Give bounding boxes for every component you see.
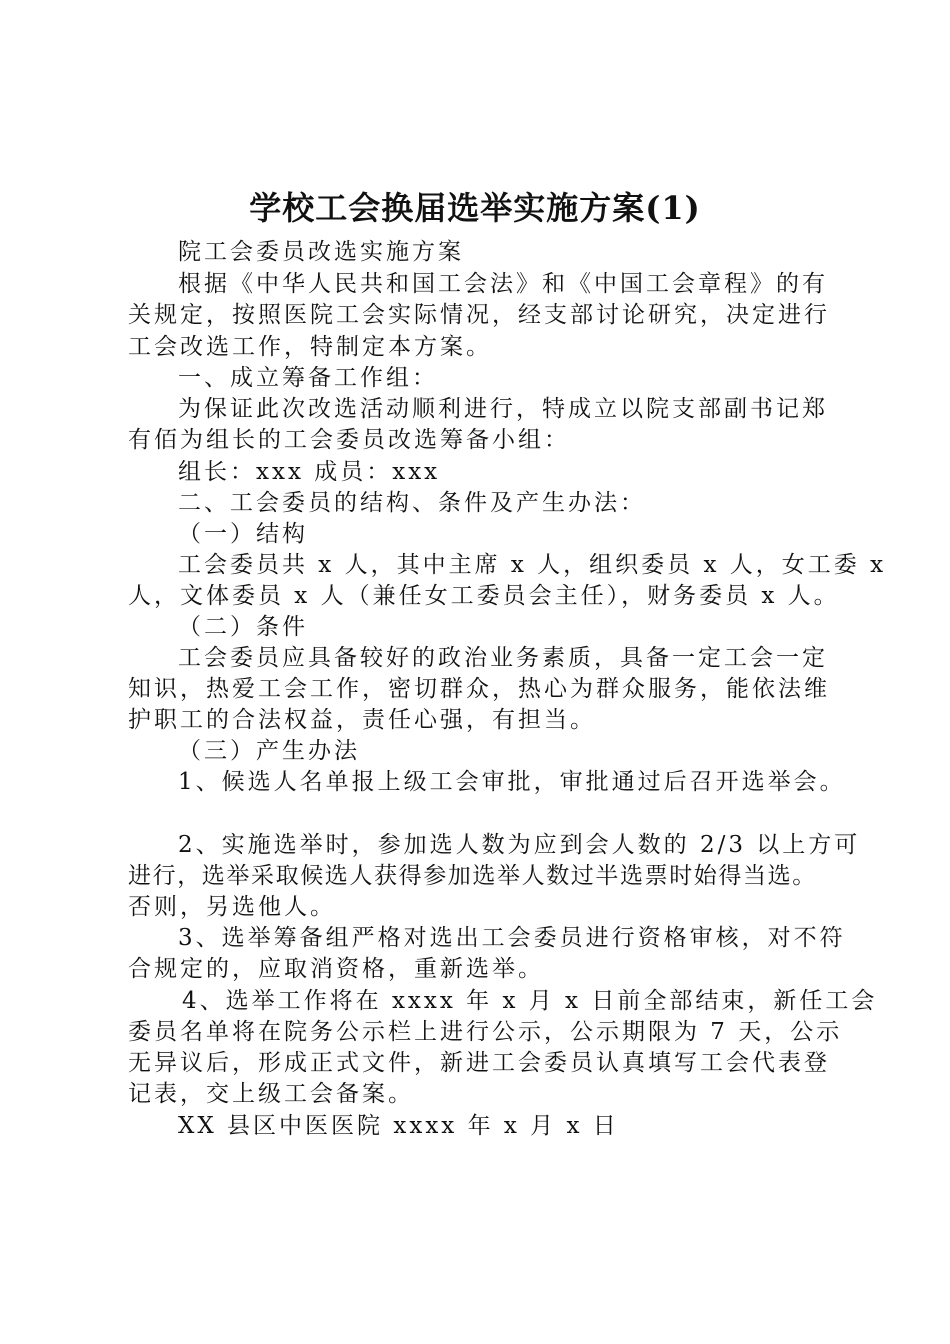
- text-line: 关规定，按照医院工会实际情况，经支部讨论研究，决定进行: [128, 302, 830, 328]
- text-line: 工会改选工作，特制定本方案。: [128, 334, 492, 360]
- subtitle-line: 院工会委员改选实施方案: [178, 239, 464, 265]
- section-heading: 二、工会委员的结构、条件及产生办法：: [178, 490, 646, 516]
- text-line: 根据《中华人民共和国工会法》和《中国工会章程》的有: [178, 271, 828, 297]
- text-line: 工会委员共 x 人，其中主席 x 人，组织委员 x 人，女工委 x: [178, 552, 887, 578]
- text-line: 1、候选人名单报上级工会审批，审批通过后召开选举会。: [178, 769, 846, 795]
- text-line: 无异议后，形成正式文件，新进工会委员认真填写工会代表登: [128, 1050, 830, 1076]
- text-line: 2、实施选举时，参加选人数为应到会人数的 2/3 以上方可: [178, 832, 861, 858]
- text-line: 合规定的，应取消资格，重新选举。: [128, 956, 544, 982]
- text-line: 委员名单将在院务公示栏上进行公示，公示期限为 7 天，公示: [128, 1019, 843, 1045]
- text-line: 进行，选举采取候选人获得参加选举人数过半选票时始得当选。: [128, 863, 817, 889]
- text-line: 4、选举工作将在 xxxx 年 x 月 x 日前全部结束，新任工会: [182, 988, 878, 1014]
- subsection-heading: （二）条件: [178, 614, 308, 640]
- signature-line: XX 县区中医医院 xxxx 年 x 月 x 日: [178, 1113, 619, 1139]
- subsection-heading: （三）产生办法: [178, 738, 360, 764]
- text-line: 工会委员应具备较好的政治业务素质，具备一定工会一定: [178, 645, 828, 671]
- section-heading: 一、成立筹备工作组：: [178, 365, 438, 391]
- text-line: 人，文体委员 x 人（兼任女工委员会主任），财务委员 x 人。: [128, 583, 840, 609]
- text-line: 组长：xxx 成员：xxx: [178, 459, 441, 485]
- text-line: 否则，另选他人。: [128, 894, 336, 920]
- text-line: 记表，交上级工会备案。: [128, 1081, 414, 1107]
- text-line: 为保证此次改选活动顺利进行，特成立以院支部副书记郑: [178, 396, 828, 422]
- text-line: 3、选举筹备组严格对选出工会委员进行资格审核，对不符: [178, 925, 846, 951]
- text-line: 有佰为组长的工会委员改选筹备小组：: [128, 427, 570, 453]
- text-line: 知识，热爱工会工作，密切群众，热心为群众服务，能依法维: [128, 676, 830, 702]
- subsection-heading: （一）结构: [178, 521, 308, 547]
- text-line: 护职工的合法权益，责任心强，有担当。: [128, 707, 596, 733]
- document-title: 学校工会换届选举实施方案(1): [249, 189, 701, 227]
